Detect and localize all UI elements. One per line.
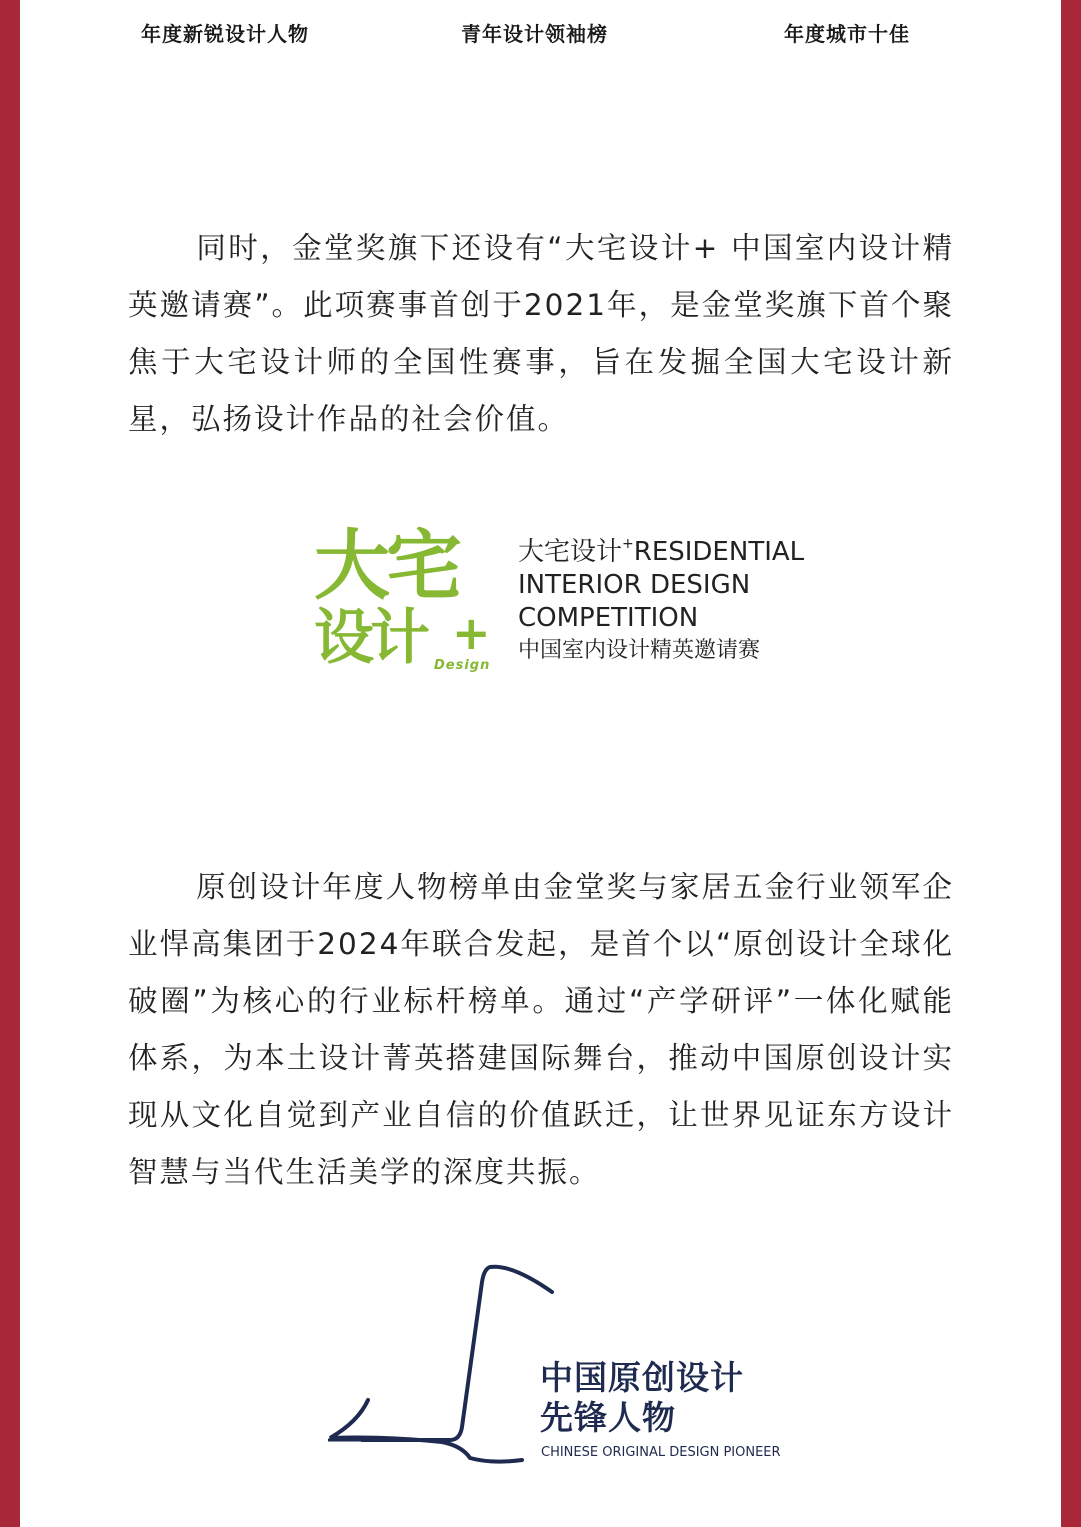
logo-text-line-4: 中国室内设计精英邀请赛 — [518, 638, 761, 663]
logo-mark-design-word: Design — [434, 658, 491, 673]
pioneer-title-line-1: 中国原创设计 — [540, 1358, 744, 1397]
residential-logo-text — [518, 536, 818, 667]
right-red-border — [1061, 0, 1081, 1527]
logo-text-line-1 — [518, 536, 818, 569]
logo-text-line-2: INTERIOR DESIGN — [518, 570, 751, 600]
award-label-city-top-ten: 年度城市十佳 — [784, 22, 910, 46]
pioneer-title-line-2: 先锋人物 — [540, 1398, 676, 1437]
logo-text-plus: + — [622, 536, 634, 552]
logo-mark-plus: + — [452, 606, 491, 660]
paragraph-text: 原创设计年度人物榜单由金堂奖与家居五金行业领军企业悍高集团于2024年联合发起，是首个以“原创设计全球化破圈”为核心的行业标杆榜单。通过“产学研评”一体化赋能体系，为本土设计菁英搭建国际舞台，推动中国原创设计实现从文化自觉到产业自信的价值跃迁，让世界见证东方设计智慧与当代生活美学的深度共振。 — [128, 870, 954, 1189]
paragraph-residential-competition — [128, 220, 954, 448]
logo-mark-big-house: 大宅 — [314, 521, 458, 610]
logo-text-line-3: COMPETITION — [518, 603, 699, 633]
logo-text-cn-name: 大宅设计 — [518, 537, 623, 567]
residential-design-logo — [314, 521, 814, 676]
pioneer-logo — [322, 1262, 792, 1472]
award-label-young-leaders: 青年设计领袖榜 — [461, 22, 608, 46]
left-red-border — [0, 0, 20, 1527]
award-category-labels — [0, 18, 1081, 54]
residential-logo-mark — [314, 521, 491, 676]
paragraph-text: 同时，金堂奖旗下还设有“大宅设计+ 中国室内设计精英邀请赛”。此项赛事首创于2021年，是金堂奖旗下首个聚焦于大宅设计师的全国性赛事，旨在发掘全国大宅设计新星，弘扬设计作品的社会价值。 — [128, 231, 954, 436]
logo-mark-design: 设计 — [314, 603, 426, 673]
paragraph-original-design-list — [128, 859, 954, 1201]
award-label-new-designer: 年度新锐设计人物 — [141, 22, 309, 46]
logo-text-residential: RESIDENTIAL — [633, 537, 805, 567]
pioneer-subtitle: CHINESE ORIGINAL DESIGN PIONEER — [541, 1445, 781, 1460]
